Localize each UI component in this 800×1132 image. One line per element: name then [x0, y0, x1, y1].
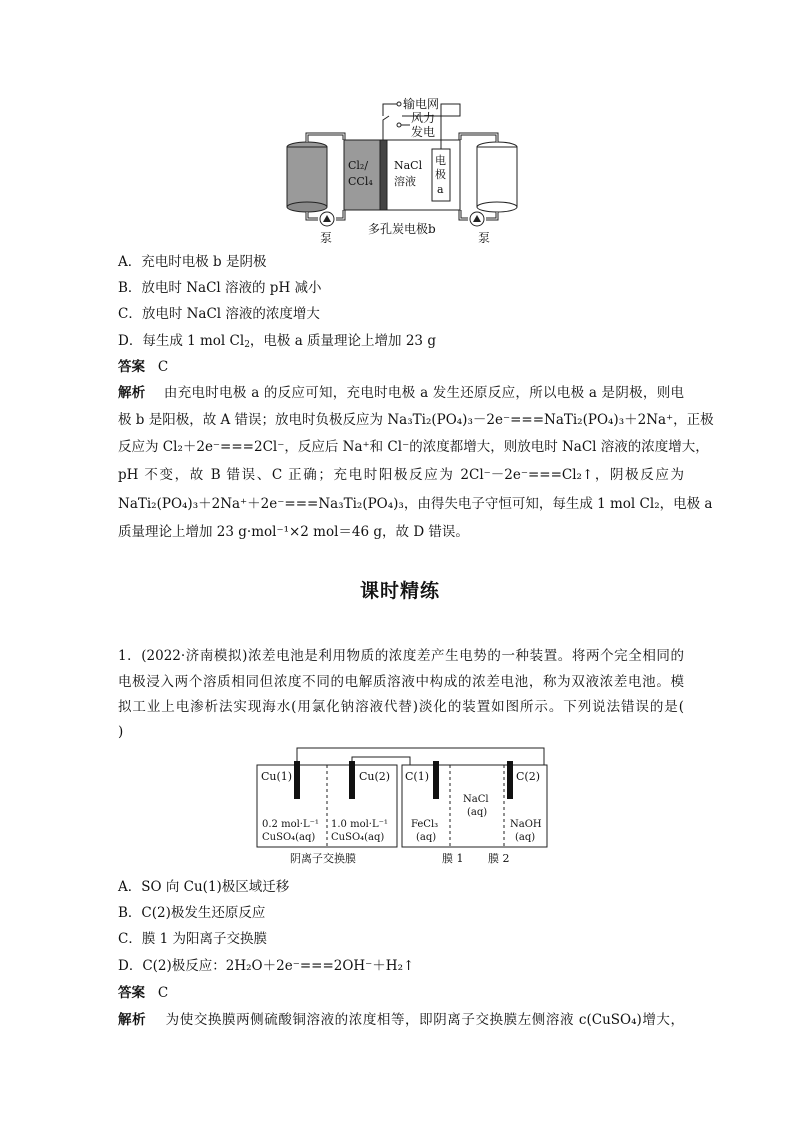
q1-option-a: A．SO 向 Cu(1)极区域迁移 — [118, 879, 290, 895]
option-a: A．充电时电极 b 是阴极 — [118, 254, 267, 270]
terminal-grid — [397, 102, 401, 106]
wire-b-top — [383, 104, 397, 116]
label-cl2: Cl₂/ — [348, 159, 369, 172]
q1-stem-line-1: 1．(2022·济南模拟)浓差电池是利用物质的浓度差产生电势的一种装置。将两个完全相同的 — [118, 648, 684, 664]
explanation-line-3: 反应为 Cl₂＋2e⁻===2Cl⁻，反应后 Na⁺和 Cl⁻的浓度都增大，则放电时 NaCl 溶液的浓度增大， — [118, 439, 709, 455]
explanation-text-1: 由充电时电极 a 的反应可知，充电时电极 a 发生还原反应，所以电极 a 是阴极，则电 — [163, 385, 684, 401]
label-grid: 输电网 — [403, 97, 440, 111]
right-tank-body — [477, 147, 517, 207]
label-membrane-2: 膜 2 — [488, 852, 510, 865]
inner-wire — [352, 757, 410, 765]
label-fecl3: FeCl₃ — [411, 819, 439, 830]
label-solution: 溶液 — [394, 175, 416, 188]
q1-stem-line-3: 拟工业上电渗析法实现海水(用氯化钠溶液代替)淡化的装置如图所示。下列说法错误的是( — [118, 699, 684, 715]
label-power: 发电 — [411, 125, 436, 139]
label-sol1-conc: 0.2 mol·L⁻¹ — [262, 819, 319, 830]
explanation-line-2: 极 b 是阳极，故 A 错误；放电时负极反应为 Na₃Ti₂(PO₄)₃－2e⁻===NaTi₂(PO₄)₃＋2Na⁺，正极 — [118, 412, 714, 428]
label-c2: C(2) — [516, 770, 540, 783]
electrode-cu1 — [294, 761, 300, 799]
concentration-cell-diagram — [252, 743, 552, 869]
label-electrode-a-1: 电 — [435, 154, 446, 167]
porous-carbon-electrode-b — [380, 140, 387, 210]
label-nacl: NaCl — [394, 159, 423, 172]
q1-explanation-text-1: 为使交换膜两侧硫酸铜溶液的浓度相等，即阴离子交换膜左侧溶液 c(CuSO₄)增大， — [165, 1012, 685, 1028]
q1-explanation-label: 解析 — [118, 1012, 147, 1028]
left-pipe-bottom2 — [336, 210, 344, 219]
explanation-line-5: NaTi₂(PO₄)₃＋2Na⁺＋2e⁻===Na₃Ti₂(PO₄)₃，由得失电子守恒可知，每生成 1 mol Cl₂，电极 a — [118, 496, 713, 512]
wire-b — [383, 116, 389, 140]
answer-value: C — [157, 359, 169, 375]
label-nacl-aq: (aq) — [467, 807, 488, 818]
electrode-c1 — [433, 761, 439, 799]
right-tank-bottom — [477, 202, 517, 212]
label-electrode-b: 多孔炭电极b — [368, 222, 436, 236]
explanation-line-4: pH 不变，故 B 错误、C 正确；充电时阳极反应为 2Cl⁻－2e⁻===Cl₂↑，阴极反应为 — [118, 467, 684, 483]
label-naoh-aq: (aq) — [515, 832, 536, 843]
q1-option-c: C．膜 1 为阳离子交换膜 — [118, 931, 268, 947]
label-sol1-name: CuSO₄(aq) — [262, 832, 316, 843]
q1-answer-value: C — [157, 985, 169, 1001]
label-electrode-a-2: 极 — [435, 168, 446, 181]
section-title: 课时精练 — [359, 580, 440, 602]
explanation-label: 解析 — [118, 385, 146, 401]
label-electrode-a-3: a — [437, 183, 444, 196]
label-wind: 风力 — [411, 111, 436, 125]
terminal-wind — [397, 123, 401, 127]
label-c1: C(1) — [405, 770, 429, 783]
left-tank-body — [287, 147, 327, 207]
answer-label: 答案 — [118, 359, 145, 375]
option-d-text2: ，电极 a 质量理论上增加 23 g — [249, 333, 436, 349]
outer-wire — [297, 748, 544, 765]
option-d-text1: D．每生成 1 mol Cl — [118, 333, 245, 349]
q1-answer-row — [118, 983, 688, 1003]
right-pipe-top — [460, 134, 497, 142]
q1-stem-line-4: ) — [118, 724, 124, 740]
electrode-c2 — [507, 761, 513, 799]
left-pipe-top — [307, 134, 344, 142]
flow-battery-diagram — [282, 94, 522, 246]
label-pump-right: 泵 — [478, 231, 491, 245]
q1-answer-label: 答案 — [118, 985, 145, 1001]
label-ccl4: CCl₄ — [348, 175, 373, 188]
right-pipe-bottom2 — [486, 212, 497, 219]
option-d — [118, 331, 688, 351]
electrode-cu2 — [349, 761, 355, 799]
explanation-line-6: 质量理论上增加 23 g·mol⁻¹×2 mol＝46 g，故 D 错误。 — [118, 524, 469, 540]
option-b: B．放电时 NaCl 溶液的 pH 减小 — [118, 280, 322, 296]
left-pipe-bottom — [307, 212, 318, 219]
option-c: C．放电时 NaCl 溶液的浓度增大 — [118, 306, 320, 322]
label-anion-membrane: 阴离子交换膜 — [290, 852, 356, 865]
right-pipe-bottom — [460, 210, 468, 219]
label-cu1: Cu(1) — [261, 770, 293, 783]
label-sol2-conc: 1.0 mol·L⁻¹ — [331, 819, 388, 830]
q1-explanation-line-1 — [118, 1010, 684, 1030]
label-nacl: NaCl — [463, 794, 489, 805]
label-cu2: Cu(2) — [359, 770, 391, 783]
q1-option-d: D．C(2)极反应：2H₂O＋2e⁻===2OH⁻＋H₂↑ — [118, 958, 415, 974]
option-d-sub: 2 — [244, 340, 250, 350]
label-sol2-name: CuSO₄(aq) — [331, 832, 385, 843]
q1-option-b: B．C(2)极发生还原反应 — [118, 905, 266, 921]
left-tank-bottom — [287, 202, 327, 212]
label-membrane-1: 膜 1 — [442, 852, 464, 865]
answer-row — [118, 357, 688, 377]
label-fecl3-aq: (aq) — [416, 832, 437, 843]
label-naoh: NaOH — [510, 819, 542, 830]
label-pump-left: 泵 — [320, 231, 333, 245]
q1-stem-line-2: 电极浸入两个溶质相同但浓度不同的电解质溶液中构成的浓差电池，称为双液浓差电池。模 — [118, 674, 684, 690]
explanation-line-1 — [118, 383, 684, 403]
